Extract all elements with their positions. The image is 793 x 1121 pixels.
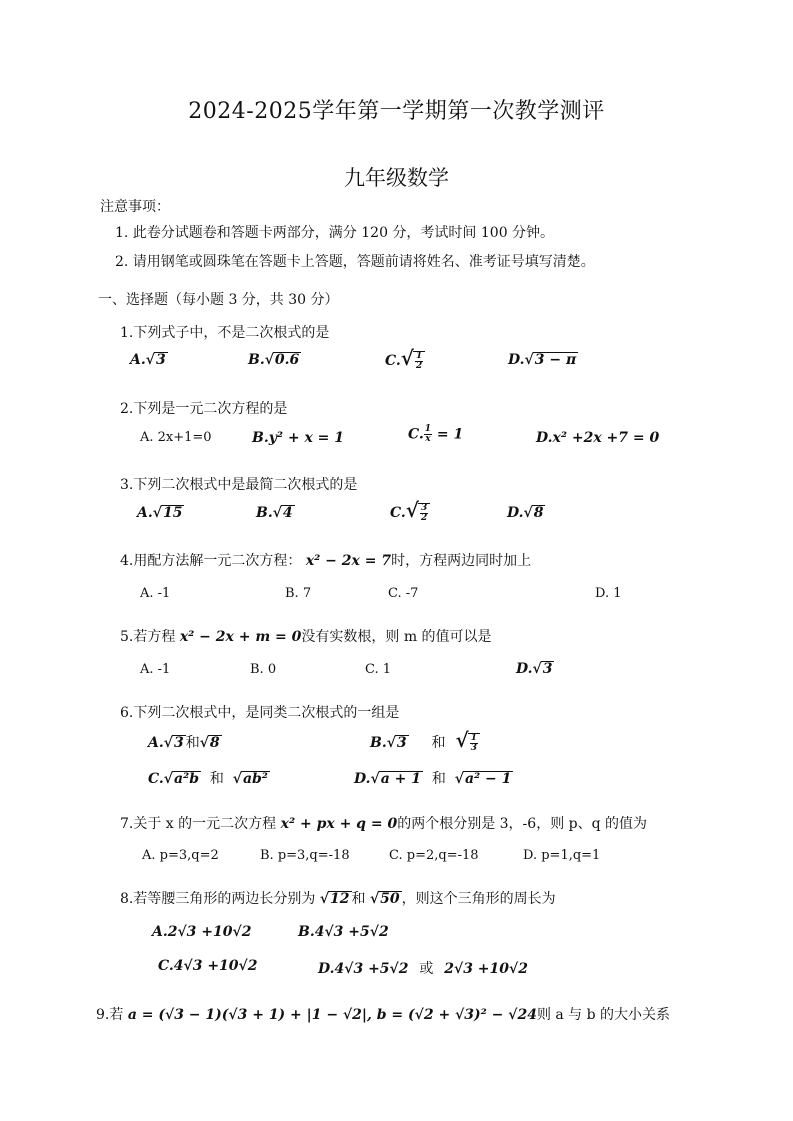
q2-c-rest: = 1 [436,426,464,443]
notice-item-1: 1. 此卷分试题卷和答题卡两部分，满分 120 分，考试时间 100 分钟。 [115,225,555,241]
q4-stem-pre: 4.用配方法解一元二次方程： [120,553,302,569]
q8-stem-and: 和 [351,891,366,907]
question-3-stem: 3.下列二次根式中是最简二次根式的是 [120,477,358,493]
q1-option-b: B.√0.6 [248,352,300,368]
q7-option-b: B. p=3,q=-18 [260,848,350,863]
q9-stem-math: a = (√3 − 1)(√3 + 1) + |1 − √2|, b = (√2 + √3)² − √24 [127,1007,537,1023]
q7-option-a: A. p=3,q=2 [142,848,219,863]
q5-option-b: B. 0 [250,662,277,677]
question-5-stem [120,626,492,646]
question-8-stem: 8.若等腰三角形的两边长分别为 √12 和 √50 ，则这个三角形的周长为 [120,891,556,907]
q6-b-rad1: 3 [396,735,407,751]
q1-option-a: A.√3 [130,352,166,368]
q3-c-den: 2 [420,513,428,523]
q4-option-b: B. 7 [285,586,312,601]
q3-option-d: D.√8 [507,505,544,521]
q1-a-radicand: 3 [155,352,166,368]
q3-option-a: A.√15 [137,505,183,521]
q2-d-expr: x² +2x +7 = 0 [552,430,660,446]
q6-b-and: 和 [431,735,446,751]
q8-stem-pre: 8.若等腰三角形的两边长分别为 [120,891,316,907]
q8-d-or: 或 [419,961,434,977]
q8-stem-rad1: 12 [330,891,350,907]
q3-option-c: C.√ $\frac{3}{2}$ [390,498,430,523]
q3-option-b: B.√4 [256,505,293,521]
q5-stem-post: 没有实数根，则 m 的值可以是 [301,629,492,645]
q3-c-num: 3 [420,503,428,513]
q5-option-d: D.√3 [516,661,553,677]
question-2-stem: 2.下列是一元二次方程的是 [120,401,288,417]
q6-d-label: D. [354,771,371,787]
q8-option-b: B.4√3 +5√2 [298,924,389,940]
question-6-stem: 6.下列二次根式中，是同类二次根式的一组是 [120,705,400,721]
page-title: 2024-2025学年第一学期第一次教学测评 [188,99,605,124]
q4-option-a: A. -1 [140,586,171,601]
q6-a-and: 和 [185,735,200,751]
q1-d-radicand: 3 − π [534,352,577,368]
q5-stem-math: x² − 2x + m = 0 [179,629,302,645]
q2-b-label: B. [252,430,269,446]
q8-stem-post: ，则这个三角形的周长为 [401,891,556,907]
q1-a-label: A. [130,352,146,368]
q7-stem-post: 的两个根分别是 3，-6，则 p、q 的值为 [397,816,648,832]
q9-stem-pre: 9.若 [96,1007,124,1023]
q2-option-d [536,430,659,446]
q5-option-c: C. 1 [365,662,392,677]
question-4-stem [120,550,531,570]
question-7-stem [120,813,647,833]
q8-option-a: A.2√3 +10√2 [152,924,252,940]
q3-a-radicand: 15 [162,505,183,521]
q6-c-and: 和 [209,771,224,787]
q8-d-pre: D.4√3 +5√2 [318,961,409,977]
q4-stem-post: 时，方程两边同时加上 [391,553,532,569]
q5-d-label: D. [516,661,533,677]
page-subtitle: 九年级数学 [344,166,449,190]
notice-heading: 注意事项： [100,199,170,215]
q5-stem-pre: 5.若方程 [120,629,176,645]
q3-c-label: C. [390,505,406,521]
q1-b-radicand: 0.6 [274,352,300,368]
q7-option-d: D. p=1,q=1 [523,848,601,863]
section-heading: 一、选择题（每小题 3 分，共 30 分） [98,292,339,308]
q3-d-radicand: 8 [533,505,544,521]
q8-d-post: 2√3 +10√2 [444,961,528,977]
q6-option-d: D.√a + 1 和 √a² − 1 [354,771,512,787]
q6-option-b: B.√3 和 √ $\frac{1}{3}$ [370,728,480,753]
q3-d-label: D. [507,505,524,521]
question-9-stem [96,1004,670,1024]
q4-option-c: C. -7 [388,586,419,601]
q8-option-d [318,958,528,978]
q2-d-label: D. [536,430,553,446]
q2-b-expr: y² + x = 1 [268,430,345,446]
q2-c-num: 1 [424,424,432,434]
q6-b-label: B. [370,735,387,751]
q4-option-d: D. 1 [595,586,622,601]
q7-option-c: C. p=2,q=-18 [389,848,479,863]
q6-c-rad1: a²b [173,771,199,787]
q3-b-label: B. [256,505,273,521]
q6-d-and: 和 [431,771,446,787]
q6-option-c: C.√a²b 和 √ab² [148,771,268,787]
q6-d-rad1: a + 1 [380,771,422,787]
q2-option-a: A. 2x+1=0 [140,430,212,445]
q2-option-c [408,425,463,444]
q2-c-den: x [425,434,431,444]
q6-d-rad2: a² − 1 [464,771,512,787]
q6-a-rad2: 8 [209,735,220,751]
q6-c-rad2: ab² [242,771,268,787]
q6-b-num: 1 [470,733,477,743]
q6-a-label: A. [148,735,164,751]
q6-option-a: A.√3 和√8 [148,735,220,751]
q4-stem-math: x² − 2x = 7 [305,553,392,569]
q1-c-den: 2 [415,361,423,371]
q6-c-label: C. [148,771,164,787]
q2-option-b [252,430,344,446]
q1-option-d: D.√3 − π [508,352,577,368]
q1-option-c: C.√ $\frac{1}{2}$ [385,346,425,371]
q6-a-rad1: 3 [173,735,184,751]
q1-b-label: B. [248,352,265,368]
q3-a-label: A. [137,505,153,521]
q1-c-label: C. [385,353,401,369]
q3-b-radicand: 4 [282,505,293,521]
q6-b-den: 3 [470,743,477,753]
question-1-stem: 1.下列式子中，不是二次根式的是 [120,325,330,341]
q7-stem-pre: 7.关于 x 的一元二次方程 [120,816,277,832]
q9-stem-post: 则 a 与 b 的大小关系 [536,1007,671,1023]
q8-stem-rad2: 50 [380,891,400,907]
q1-d-label: D. [508,352,525,368]
q7-stem-math: x² + px + q = 0 [280,816,398,832]
q2-c-label: C. [408,426,424,443]
q1-c-num: 1 [415,351,423,361]
q8-option-c: C.4√3 +10√2 [158,958,258,974]
notice-item-2: 2. 请用钢笔或圆珠笔在答题卡上答题，答题前请将姓名、准考证号填写清楚。 [115,254,595,270]
q5-option-a: A. -1 [140,662,171,677]
q5-d-radicand: 3 [542,661,553,677]
